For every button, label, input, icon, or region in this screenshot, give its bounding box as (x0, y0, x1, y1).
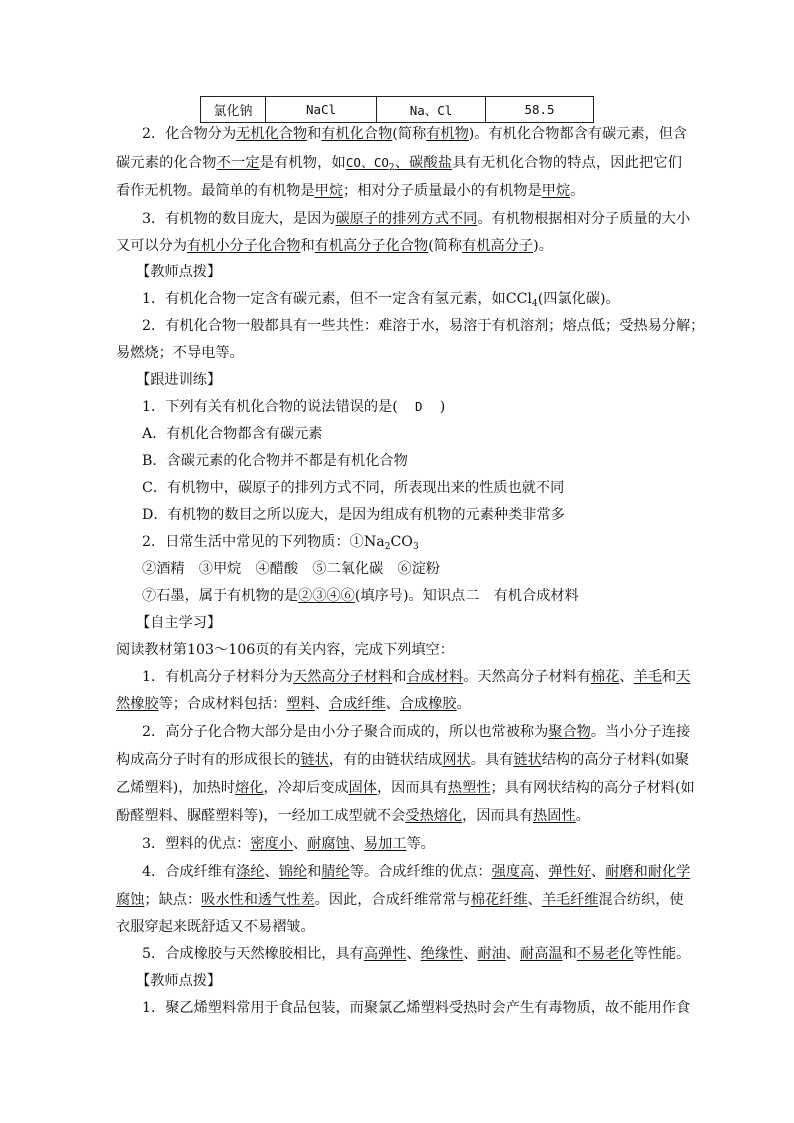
study-1-line-2: 然橡胶等；合成材料包括：塑料、合成纤维、合成橡胶。 (116, 696, 471, 712)
option-a: A．有机化合物都含有碳元素 (142, 426, 323, 442)
study-2-line-1: 2．高分子化合物大部分是由小分子聚合而成的，所以也常被称为聚合物。当小分子连接 (142, 724, 691, 740)
section-heading-teacher-tips: 【教师点拨】 (136, 264, 222, 280)
question-1-stem: 1．下列有关有机化合物的说法错误的是( D ) (142, 399, 446, 415)
option-b: B．含碳元素的化合物并不都是有机化合物 (142, 453, 408, 469)
study-2-line-3: 乙烯塑料)，加热时熔化，冷却后变成固体，因而具有热塑性；具有网状结构的高分子材料(如 (116, 780, 695, 796)
option-d: D．有机物的数目之所以庞大，是因为组成有机物的元素种类非常多 (142, 507, 565, 523)
study-5: 5．合成橡胶与天然橡胶相比，具有高弹性、绝缘性、耐油、耐高温和不易老化等性能。 (142, 946, 691, 962)
cell-elements: Na、Cl (377, 97, 486, 123)
section-heading-practice: 【跟进训练】 (136, 372, 222, 388)
study-4-line-2: 腐蚀；缺点：吸水性和透气性差。因此，合成纤维常常与棉花纤维、羊毛纤维混合纺织，使 (116, 892, 684, 908)
study-2-line-2: 构成高分子时有的形成很长的链状，有的由链状结成网状。具有链状结构的高分子材料(如聚 (116, 752, 690, 768)
cell-mass: 58.5 (486, 97, 594, 123)
table-row (201, 97, 594, 123)
paragraph-2-line-1: 2．化合物分为无机化合物和有机化合物(简称有机物)。有机化合物都含有碳元素，但含 (142, 126, 688, 142)
reading-instruction: 阅读教材第103～106页的有关内容，完成下列填空： (116, 642, 454, 658)
paragraph-3-line-1: 3．有机物的数目庞大，是因为碳原子的排列方式不同。有机物根据相对分子质量的大小 (142, 211, 691, 227)
tip-2-line-2: 易燃烧；不导电等。 (116, 345, 244, 361)
study-1-line-1: 1．有机高分子材料分为天然高分子材料和合成材料。天然高分子材料有棉花、羊毛和天 (142, 669, 691, 685)
study-4-line-1: 4．合成纤维有涤纶、锦纶和腈纶等。合成纤维的优点：强度高、弹性好、耐磨和耐化学 (142, 864, 691, 880)
study-2-line-4: 酚醛塑料、脲醛塑料等)，一经加工成型就不会受热熔化，因而具有热固性。 (116, 808, 590, 824)
paragraph-2-line-2: 碳元素的化合物不一定是有机物，如CO、$CO_2$、碳酸盐具有无机化合物的特点，因此把它们 (116, 155, 682, 173)
paragraph-2-line-3: 看作无机物。最简单的有机物是甲烷；相对分子质量最小的有机物是甲烷。 (116, 183, 585, 199)
study-4-line-3: 衣服穿起来既舒适又不易褶皱。 (116, 919, 315, 935)
paragraph-3-line-2: 又可以分为有机小分子化合物和有机高分子化合物(简称有机高分子)。 (116, 238, 553, 254)
section-heading-teacher-tips-2: 【教师点拨】 (136, 973, 222, 989)
study-3: 3．塑料的优点：密度小、耐腐蚀、易加工等。 (142, 836, 435, 852)
cell-name: 氯化钠 (201, 97, 266, 123)
section-heading-self-study: 【自主学习】 (136, 615, 222, 631)
question-2-line-2: ②酒精 ③甲烷 ④醋酸 ⑤二氧化碳 ⑥淀粉 (142, 561, 440, 577)
tip-3: 1．聚乙烯塑料常用于食品包装，而聚氯乙烯塑料受热时会产生有毒物质，故不能用作食 (142, 1000, 691, 1016)
tip-1: 1．有机化合物一定含有碳元素，但不一定含有氢元素，如CCl$_4$(四氯化碳)。 (142, 291, 620, 309)
question-2-line-1: 2．日常生活中常见的下列物质：$①Na_2CO_3$ (142, 534, 419, 552)
question-2-line-3: ⑦石墨，属于有机物的是②③④⑥(填序号)。知识点二 有机合成材料 (142, 588, 579, 604)
tip-2-line-1: 2．有机化合物一般都具有一些共性：难溶于水，易溶于有机溶剂；熔点低；受热易分解； (142, 318, 705, 334)
compound-table (200, 96, 594, 123)
option-c: C．有机物中，碳原子的排列方式不同，所表现出来的性质也就不同 (142, 480, 565, 496)
answer-d: D (415, 399, 423, 414)
cell-formula: NaCl (266, 97, 377, 123)
